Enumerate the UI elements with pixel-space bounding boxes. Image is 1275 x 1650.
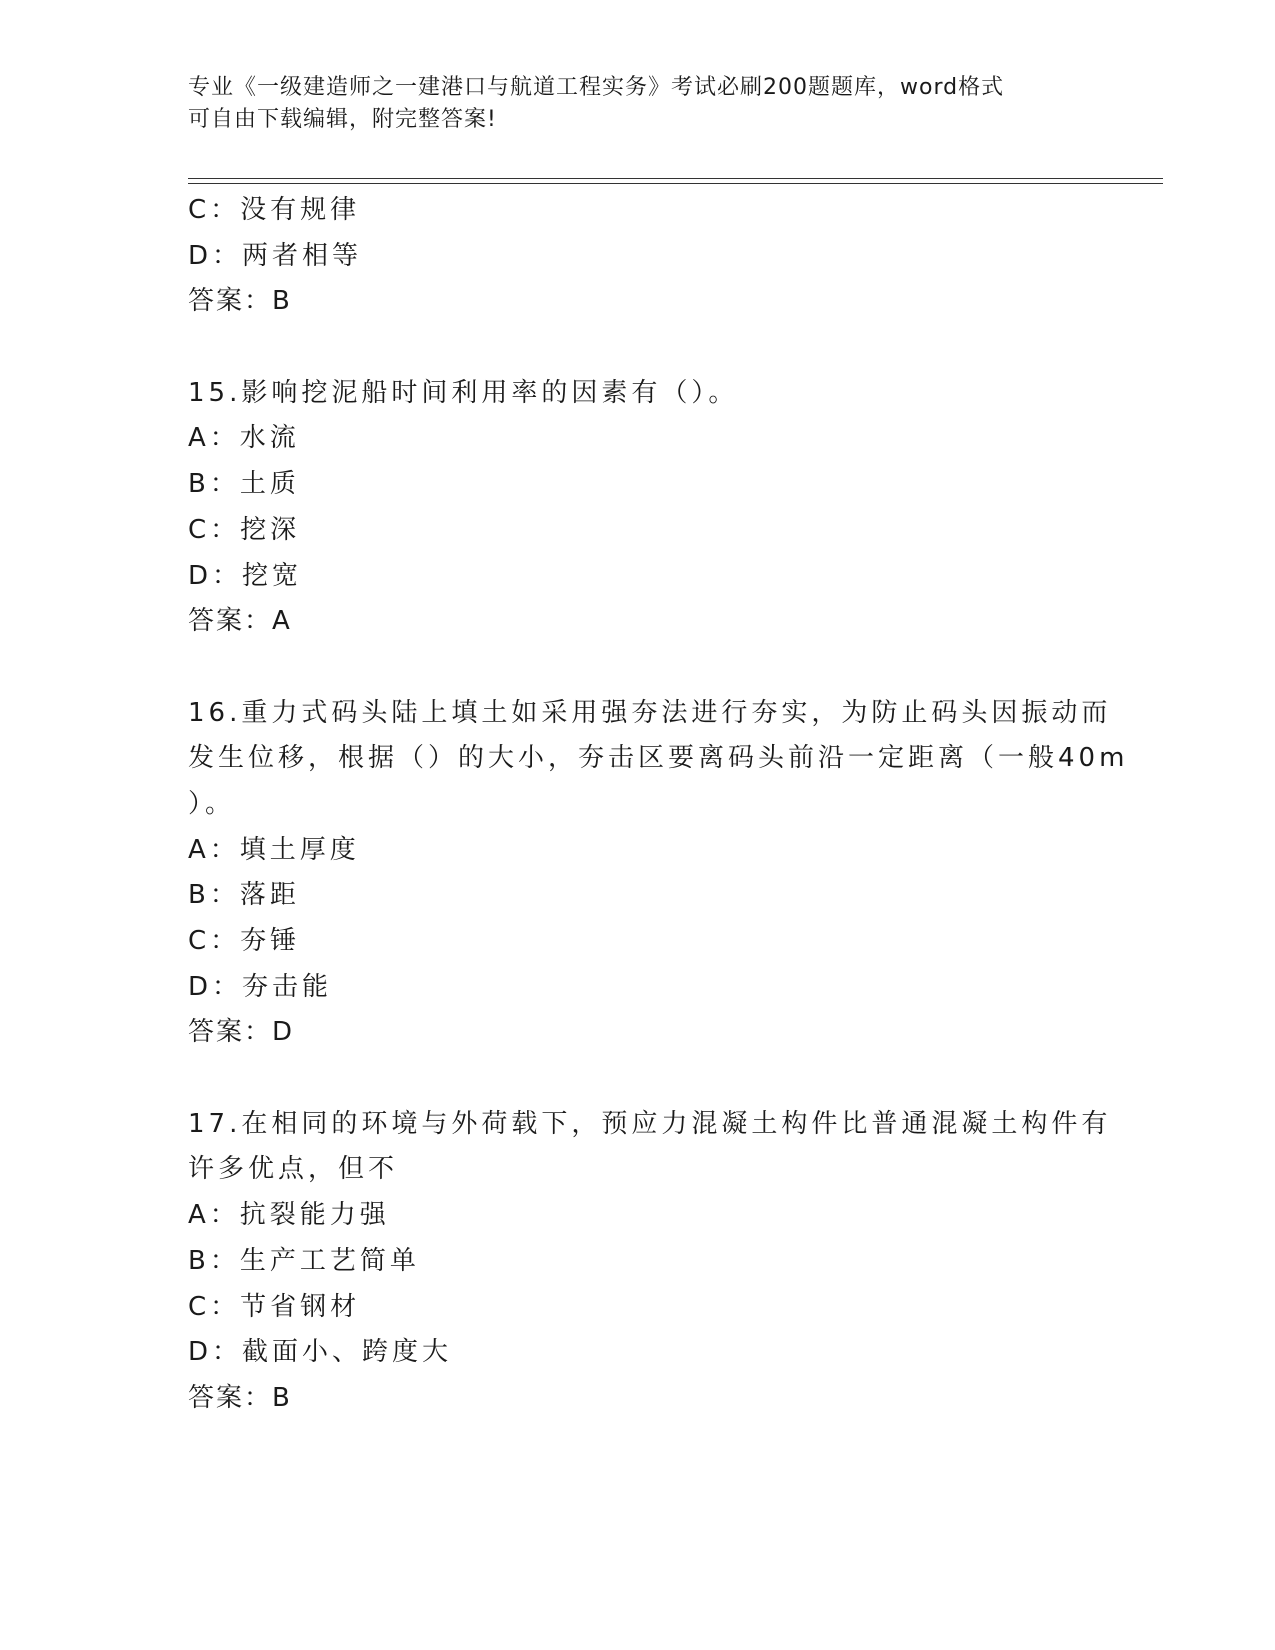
answer: 答案：B xyxy=(188,1382,292,1413)
option-c: C：没有规律 xyxy=(188,195,361,225)
question-17 xyxy=(188,1102,1112,1422)
header-line-1: 专业《一级建造师之一建港口与航道工程实务》考试必刷200题题库，word格式 xyxy=(188,75,1005,100)
question-16 xyxy=(188,691,1129,1057)
header-rule-bottom xyxy=(188,183,1163,184)
question-text: 17.在相同的环境与外荷载下，预应力混凝土构件比普通混凝土构件有 xyxy=(188,1108,1112,1139)
option-a: A：填土厚度 xyxy=(188,834,360,865)
question-text: 16.重力式码头陆上填土如采用强夯法进行夯实，为防止码头因振动而 xyxy=(188,697,1112,728)
spacer xyxy=(188,645,1088,691)
option-d: D：两者相等 xyxy=(188,240,363,271)
header-line-2: 可自由下载编辑，附完整答案! xyxy=(188,107,497,132)
option-b: B：土质 xyxy=(188,469,300,500)
option-c: C：节省钢材 xyxy=(188,1291,361,1322)
option-d: D：夯击能 xyxy=(188,971,333,1002)
spacer xyxy=(188,1056,1088,1102)
question-text: 15.影响挖泥船时间利用率的因素有（）。 xyxy=(188,377,739,408)
option-a: A：水流 xyxy=(188,423,300,454)
answer: 答案：D xyxy=(188,1017,295,1048)
option-d: D：挖宽 xyxy=(188,560,303,591)
spacer xyxy=(188,325,1088,371)
question-text: 许多优点，但不 xyxy=(188,1154,399,1185)
option-c: C：挖深 xyxy=(188,514,301,545)
option-a: A：抗裂能力强 xyxy=(188,1200,390,1231)
option-d: D：截面小、跨度大 xyxy=(188,1337,453,1368)
answer: 答案：B xyxy=(188,286,292,317)
document-header xyxy=(188,72,1088,136)
option-c: C：夯锤 xyxy=(188,926,301,956)
document-body xyxy=(188,188,1129,1422)
answer: 答案：A xyxy=(188,606,292,637)
question-14-tail xyxy=(188,188,1088,325)
question-text: ）。 xyxy=(188,788,236,819)
question-text: 发生位移，根据（）的大小，夯击区要离码头前沿一定距离（一般40m xyxy=(188,743,1129,774)
header-rule-top xyxy=(188,178,1163,179)
option-b: B：落距 xyxy=(188,880,300,911)
option-b: B：生产工艺简单 xyxy=(188,1245,420,1276)
question-15 xyxy=(188,371,1088,645)
